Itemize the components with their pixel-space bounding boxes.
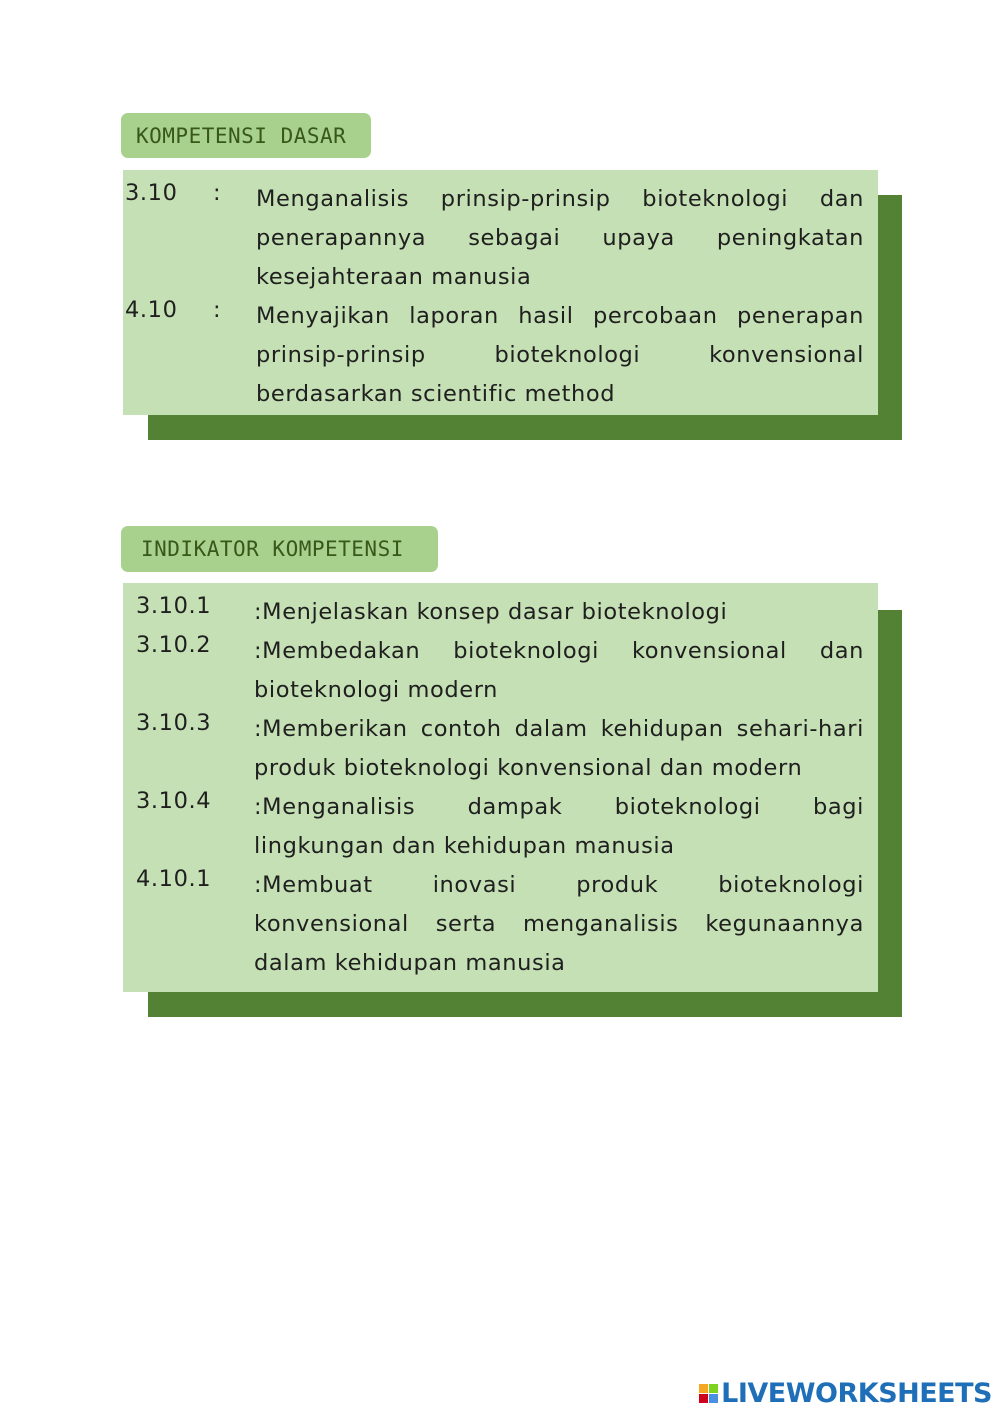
ik-item-text: :Menganalisis dampak bioteknologi bagi lingkungan dan kehidupan manusia <box>254 794 864 859</box>
ik-item-number: 3.10.1 <box>136 593 212 619</box>
liveworksheets-logo-icon <box>699 1384 718 1403</box>
indikator-kompetensi-title: INDIKATOR KOMPETENSI <box>141 537 404 561</box>
kd-item-text: Menyajikan laporan hasil percobaan penerapan prinsip-prinsip bioteknologi konvensional berdasarkan scientific method <box>256 303 864 407</box>
ik-item-text: :Menjelaskan konsep dasar bioteknologi <box>254 599 728 625</box>
kd-item-separator: : <box>213 180 222 206</box>
kd-item-separator: : <box>213 297 222 323</box>
kd-item-number: 4.10 <box>125 297 178 323</box>
liveworksheets-logo[interactable] <box>699 1378 992 1409</box>
kd-item <box>123 180 864 297</box>
kompetensi-dasar-heading <box>121 113 371 158</box>
kd-item-number: 3.10 <box>125 180 178 206</box>
ik-item-text: :Memberikan contoh dalam kehidupan sehari-hari produk bioteknologi konvensional dan modern <box>254 716 864 781</box>
kd-item-text: Menganalisis prinsip-prinsip bioteknologi dan penerapannya sebagai upaya peningkatan kesejahteraan manusia <box>256 186 864 290</box>
kd-item <box>123 297 864 414</box>
ik-item <box>123 788 864 866</box>
ik-item-text: :Membuat inovasi produk bioteknologi konvensional serta menganalisis kegunaannya dalam kehidupan manusia <box>254 872 864 976</box>
indikator-kompetensi-heading <box>121 526 438 572</box>
ik-item-number: 3.10.3 <box>136 710 212 736</box>
ik-item <box>123 710 864 788</box>
ik-item <box>123 632 864 710</box>
kompetensi-dasar-title: KOMPETENSI DASAR <box>136 123 347 148</box>
indikator-kompetensi-card <box>123 583 878 992</box>
ik-item-number: 4.10.1 <box>136 866 212 892</box>
ik-item <box>123 866 864 983</box>
kompetensi-dasar-card <box>123 170 878 415</box>
ik-item-number: 3.10.2 <box>136 632 212 658</box>
ik-item-number: 3.10.4 <box>136 788 212 814</box>
ik-item <box>123 593 864 632</box>
liveworksheets-logo-text: LIVEWORKSHEETS <box>721 1378 992 1409</box>
ik-item-text: :Membedakan bioteknologi konvensional dan bioteknologi modern <box>254 638 864 703</box>
